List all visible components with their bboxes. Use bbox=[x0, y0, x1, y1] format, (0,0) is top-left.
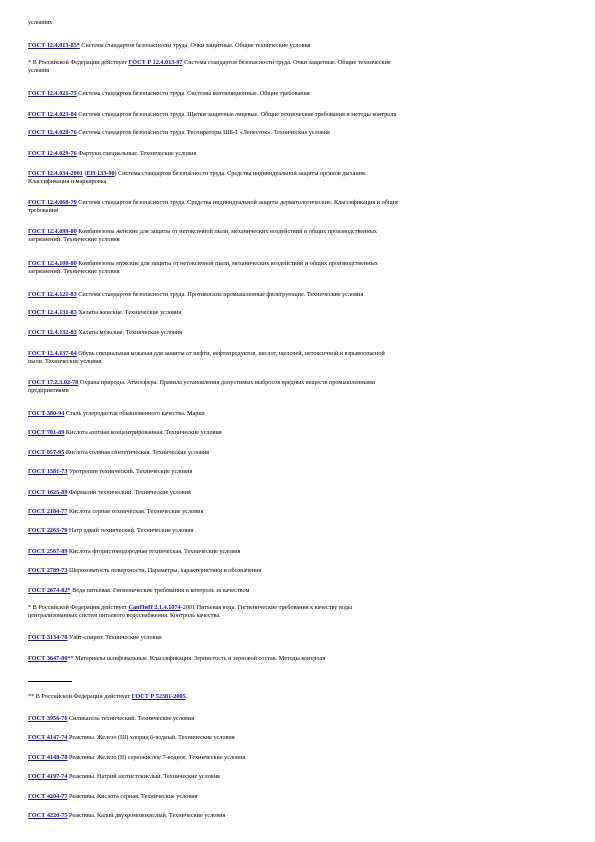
standard-link[interactable]: ГОСТ 12.4.029-76 bbox=[28, 150, 77, 157]
document-line bbox=[28, 527, 566, 535]
line-text: Система стандартов безопасности труда. Системы вентиляционные. Общие требования bbox=[76, 90, 310, 97]
document-line bbox=[28, 150, 566, 158]
document-line bbox=[28, 350, 566, 358]
line-text: ( bbox=[82, 170, 87, 177]
document-line bbox=[28, 228, 566, 236]
document-line bbox=[28, 793, 566, 801]
standard-link[interactable]: ГОСТ 12.4.013-85* bbox=[28, 42, 80, 49]
standard-link[interactable]: ГОСТ 3134-78 bbox=[28, 634, 68, 641]
standard-link[interactable]: ГОСТ 17.2.3.02-78 bbox=[28, 379, 79, 386]
document-line bbox=[28, 508, 566, 516]
document-line bbox=[28, 812, 566, 820]
standard-link[interactable]: ГОСТ 1381-73 bbox=[28, 468, 68, 475]
standard-link[interactable]: ГОСТ Р 52381-2005 bbox=[131, 693, 186, 700]
standard-link[interactable]: ГОСТ 12.4.137-84 bbox=[28, 350, 77, 357]
line-text: Реактивы. Натрий азотистокислый. Технические условия bbox=[67, 773, 220, 780]
standard-link[interactable]: ГОСТ 701-89 bbox=[28, 429, 65, 436]
standard-link[interactable]: ГОСТ 12.4.132-83 bbox=[28, 329, 77, 336]
line-text: Обувь специальная кожаная для защиты от нефти, нефтепродуктов, кислот, щелочей, нетоксичной и взрывоопасной bbox=[76, 350, 385, 357]
document-line bbox=[28, 468, 566, 476]
standard-link[interactable]: EH 133-90 bbox=[86, 170, 115, 177]
line-text: условия bbox=[28, 67, 50, 74]
line-text: Кислота серная техническая. Технические условия bbox=[67, 508, 204, 515]
document-line bbox=[28, 42, 566, 50]
standard-link[interactable]: ГОСТ 380-94 bbox=[28, 410, 65, 417]
line-text: * В Российской Федерации действует bbox=[28, 59, 129, 66]
standard-link[interactable]: ГОСТ Р 12.4.013-97 bbox=[128, 59, 183, 66]
document-line bbox=[28, 655, 566, 663]
document-line bbox=[28, 489, 566, 497]
document-line bbox=[28, 358, 566, 366]
line-text: . bbox=[185, 693, 188, 700]
document-line bbox=[28, 379, 566, 387]
line-text: Шероховатость поверхности. Параметры, характеристики и обозначения bbox=[67, 567, 262, 574]
line-text: загрязнений. Технические условия bbox=[28, 236, 120, 243]
document-line bbox=[28, 329, 566, 337]
standard-link[interactable]: ГОСТ 12.4.100-80 bbox=[28, 260, 77, 267]
line-text: пыли. Технические условия bbox=[28, 358, 102, 365]
line-text: Кислота фтористоводородная техническая. Технические условия bbox=[67, 548, 241, 555]
line-text: Формалин технический. Технические условия bbox=[67, 489, 191, 496]
line-text: Система стандартов безопасности труда. Средства индивидуальной защиты дерматологические. Классификация и общие bbox=[76, 199, 399, 206]
line-text: Уайт-спирит. Технические условия bbox=[67, 634, 162, 641]
document-line bbox=[28, 260, 566, 268]
standard-link[interactable]: ГОСТ 12.4.023-84 bbox=[28, 111, 77, 118]
document-line bbox=[28, 170, 566, 178]
standard-link[interactable]: ГОСТ 4204-77 bbox=[28, 793, 68, 800]
document-line bbox=[28, 773, 566, 781]
standard-link[interactable]: ГОСТ 3647-80 bbox=[28, 655, 68, 662]
line-text: ** В Российской Федерации действует bbox=[28, 693, 132, 700]
standard-link[interactable]: ГОСТ 12.4.021-75 bbox=[28, 90, 77, 97]
document-line bbox=[28, 604, 566, 612]
line-text: Реактивы. Калий двухромовокислый. Технические условия bbox=[67, 812, 226, 819]
line-text: Система стандартов безопасности труда. Респираторы ШБ-1 «Лепесток». Технические условия bbox=[76, 129, 330, 136]
standard-link[interactable]: ГОСТ 2567-89 bbox=[28, 548, 68, 555]
line-text: Кислота азотная концентрированная. Технические условия bbox=[64, 429, 222, 436]
document-line bbox=[28, 387, 566, 395]
standard-link[interactable]: ГОСТ 12.4.099-80 bbox=[28, 228, 77, 235]
line-text: Система стандартов безопасности труда. Очки защитные. Общие технические bbox=[182, 59, 391, 66]
line-text: Натр едкий технический. Технические условия bbox=[67, 527, 194, 534]
line-text: Уротропин технический. Технические условия bbox=[67, 468, 193, 475]
standard-link[interactable]: СанПиН 2.1.4.1074 bbox=[128, 604, 181, 611]
line-text: Охрана природы. Атмосфера. Правила установления допустимых выбросов вредных веществ промышленными bbox=[78, 379, 376, 386]
line-text: условиях bbox=[28, 19, 53, 26]
standard-link[interactable]: ГОСТ 4148-78 bbox=[28, 754, 68, 761]
line-text: Халаты женские. Технические условия bbox=[76, 309, 182, 316]
document-line bbox=[28, 111, 566, 119]
document-line bbox=[28, 429, 566, 437]
document-line bbox=[28, 754, 566, 762]
line-text: Вода питьевая. Гигиенические требования и контроль за качеством bbox=[70, 587, 250, 594]
standard-link[interactable]: ГОСТ 1625-89 bbox=[28, 489, 68, 496]
standard-link[interactable]: ГОСТ 2184-77 bbox=[28, 508, 68, 515]
document-line bbox=[28, 715, 566, 723]
document-line bbox=[28, 199, 566, 207]
line-text: Система стандартов безопасности труда. Очки защитные. Общие технические условия bbox=[79, 42, 311, 49]
standard-link[interactable]: ГОСТ 2874-82* bbox=[28, 587, 71, 594]
line-text: Реактивы. Железо (II) сернокислое 7-водное. Технические условия bbox=[67, 754, 246, 761]
document-line bbox=[28, 693, 566, 701]
footnote-divider bbox=[28, 681, 72, 682]
standard-link[interactable]: ГОСТ 12.4.121-83 bbox=[28, 291, 77, 298]
document-line bbox=[28, 567, 566, 575]
line-text: ** Материалы шлифовальные. Классификация. Зернистость и зерновой состав. Методы контроля bbox=[67, 655, 326, 662]
document-line bbox=[28, 59, 566, 67]
line-text: Классификация и маркировка bbox=[28, 178, 107, 185]
standard-link[interactable]: ГОСТ 12.4.131-83 bbox=[28, 309, 77, 316]
standard-link[interactable]: ГОСТ 12.4.034-2001 bbox=[28, 170, 83, 177]
line-text: централизованных систем питьевого водоснабжения. Контроль качества. bbox=[28, 612, 221, 619]
document-line bbox=[28, 449, 566, 457]
line-text: Комбинезоны мужские для защиты от нетоксичной пыли, механических воздействий и общих производственных bbox=[76, 260, 378, 267]
document-line bbox=[28, 291, 566, 299]
standard-link[interactable]: ГОСТ 3956-76 bbox=[28, 715, 68, 722]
standard-link[interactable]: ГОСТ 4147-74 bbox=[28, 734, 68, 741]
line-text: Силикагель технический. Технические условия bbox=[67, 715, 195, 722]
standard-link[interactable]: ГОСТ 12.4.068-79 bbox=[28, 199, 77, 206]
line-text: Система стандартов безопасности труда. Противогазы промышленные фильтрующие. Технические условия bbox=[76, 291, 364, 298]
document-line bbox=[28, 268, 566, 276]
line-text: Кислота соляная синтетическая. Технические условия bbox=[64, 449, 209, 456]
document-line bbox=[28, 587, 566, 595]
document-line bbox=[28, 634, 566, 642]
line-text: ) Система стандартов безопасности труда. Средства индивидуальной защиты органов дыхания. bbox=[114, 170, 367, 177]
document-line bbox=[28, 207, 566, 215]
line-text: предприятиями bbox=[28, 387, 69, 394]
standard-link[interactable]: ГОСТ 2789-73 bbox=[28, 567, 68, 574]
document-line bbox=[28, 129, 566, 137]
standard-link[interactable]: ГОСТ 4220-75 bbox=[28, 812, 68, 819]
document-line bbox=[28, 612, 566, 620]
standard-link[interactable]: ГОСТ 2263-79 bbox=[28, 527, 68, 534]
document-line bbox=[28, 410, 566, 418]
document-line bbox=[28, 67, 566, 75]
line-text: -2001 Питьевая вода. Гигиенические требования к качеству воды bbox=[180, 604, 353, 611]
document-line bbox=[28, 178, 566, 186]
line-text: Система стандартов безопасности труда. Щитки защитные лицевые. Общие технические требования и методы контроля bbox=[76, 111, 397, 118]
line-text: * В Российской Федерации действует bbox=[28, 604, 129, 611]
line-text: Фартуки специальные. Технические условия bbox=[76, 150, 197, 157]
document-line bbox=[28, 734, 566, 742]
line-text: Реактивы. Железо (III) хлорид 6-водный. Технические условия bbox=[67, 734, 235, 741]
document-line bbox=[28, 309, 566, 317]
line-text: требования bbox=[28, 207, 58, 214]
standard-link[interactable]: ГОСТ 4197-74 bbox=[28, 773, 68, 780]
line-text: загрязнений. Технические условия bbox=[28, 268, 120, 275]
document-line bbox=[28, 236, 566, 244]
document-line bbox=[28, 548, 566, 556]
document-line bbox=[28, 90, 566, 98]
document-line bbox=[28, 19, 566, 27]
line-text: Халаты мужские. Технические условия bbox=[76, 329, 183, 336]
line-text: Комбинезоны женские для защиты от нетоксичной пыли, механических воздействий и общих производственных bbox=[76, 228, 377, 235]
line-text: Реактивы. Кислота серная. Технические условия bbox=[67, 793, 198, 800]
standard-link[interactable]: ГОСТ 12.4.028-76 bbox=[28, 129, 77, 136]
standard-link[interactable]: ГОСТ 857-95 bbox=[28, 449, 65, 456]
line-text: Сталь углеродистая обыкновенного качества. Марки bbox=[64, 410, 205, 417]
